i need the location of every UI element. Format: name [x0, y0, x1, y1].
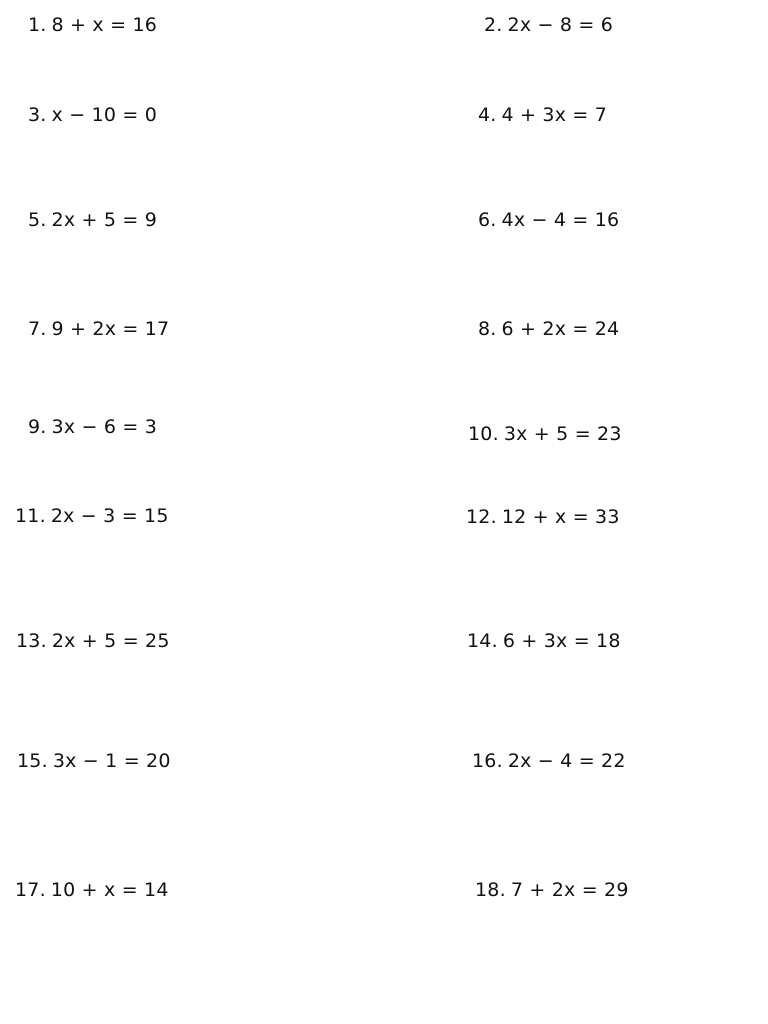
problem-5 [28, 208, 157, 232]
problem-4 [478, 103, 607, 127]
problem-number: 6. [478, 209, 497, 231]
problem-15 [17, 749, 171, 773]
problem-number: 13. [16, 630, 47, 652]
problem-10 [468, 422, 622, 446]
problem-equation: 3x − 6 = 3 [51, 416, 158, 438]
problem-number: 11. [15, 505, 46, 527]
problem-number: 8. [478, 318, 497, 340]
problem-12 [466, 505, 620, 529]
problem-equation: 6 + 2x = 24 [501, 318, 620, 340]
problem-number: 18. [475, 879, 506, 901]
problem-number: 7. [28, 318, 47, 340]
problem-1 [28, 13, 157, 37]
problem-18 [475, 878, 629, 902]
problem-equation: 3x − 1 = 20 [52, 750, 171, 772]
problem-equation: 9 + 2x = 17 [51, 318, 170, 340]
problem-equation: x − 10 = 0 [51, 104, 158, 126]
problem-9 [28, 415, 157, 439]
problem-16 [472, 749, 626, 773]
problem-2 [484, 13, 613, 37]
problem-equation: 8 + x = 16 [51, 14, 158, 36]
problem-14 [467, 629, 621, 653]
problem-equation: 10 + x = 14 [50, 879, 169, 901]
problem-equation: 2x − 8 = 6 [507, 14, 614, 36]
problem-number: 2. [484, 14, 503, 36]
problem-equation: 4x − 4 = 16 [501, 209, 620, 231]
problem-equation: 2x − 3 = 15 [50, 505, 169, 527]
problem-equation: 4 + 3x = 7 [501, 104, 608, 126]
problem-number: 5. [28, 209, 47, 231]
problem-number: 16. [472, 750, 503, 772]
problem-equation: 2x − 4 = 22 [507, 750, 626, 772]
problem-17 [15, 878, 169, 902]
problem-6 [478, 208, 619, 232]
problem-number: 1. [28, 14, 47, 36]
problem-3 [28, 103, 157, 127]
problem-number: 15. [17, 750, 48, 772]
problem-number: 17. [15, 879, 46, 901]
problem-equation: 2x + 5 = 9 [51, 209, 158, 231]
problem-equation: 2x + 5 = 25 [51, 630, 170, 652]
problem-11 [15, 504, 169, 528]
problem-equation: 12 + x = 33 [501, 506, 620, 528]
problem-equation: 6 + 3x = 18 [502, 630, 621, 652]
problem-13 [16, 629, 170, 653]
problem-number: 10. [468, 423, 499, 445]
problem-number: 9. [28, 416, 47, 438]
problem-8 [478, 317, 619, 341]
problem-number: 12. [466, 506, 497, 528]
problem-number: 14. [467, 630, 498, 652]
problem-number: 3. [28, 104, 47, 126]
problem-number: 4. [478, 104, 497, 126]
problem-equation: 7 + 2x = 29 [510, 879, 629, 901]
problem-7 [28, 317, 169, 341]
problem-equation: 3x + 5 = 23 [503, 423, 622, 445]
